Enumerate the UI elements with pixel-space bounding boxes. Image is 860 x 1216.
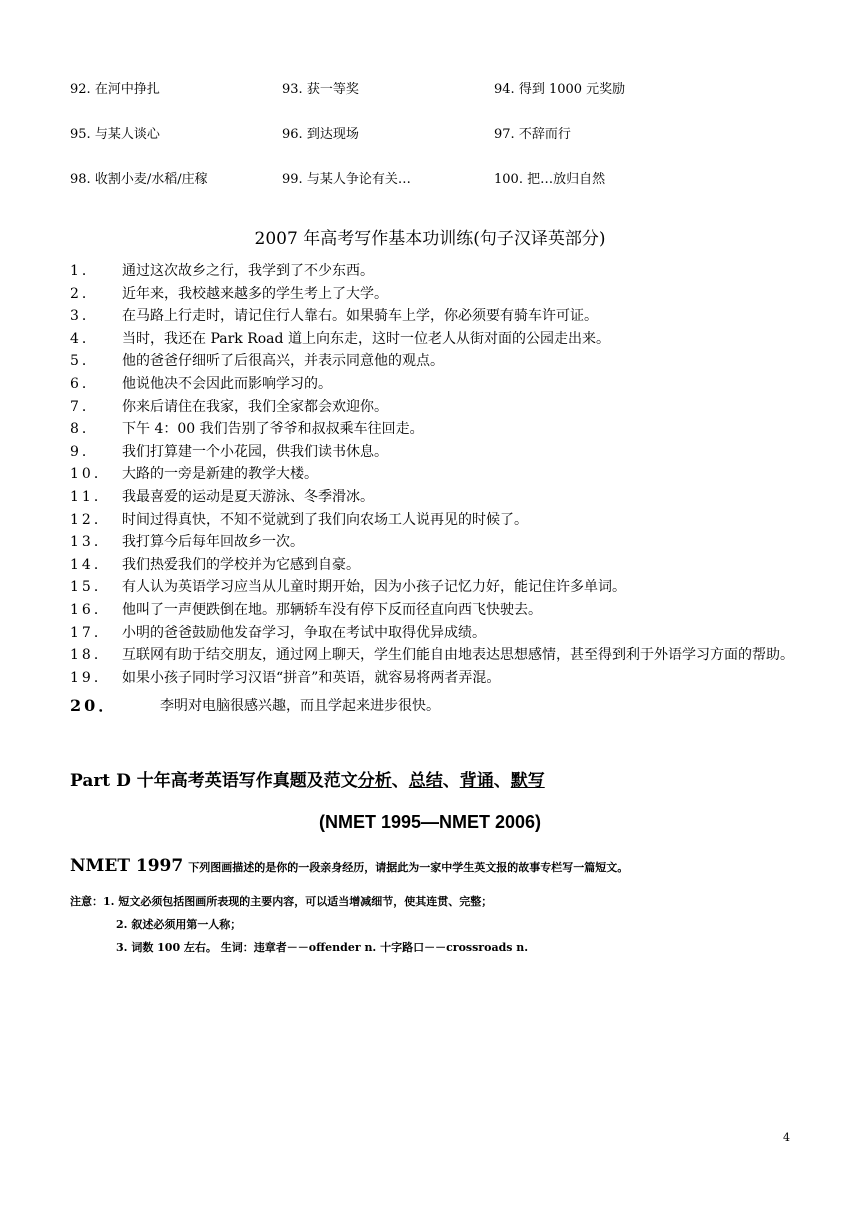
sentence-number: 17．	[70, 624, 111, 641]
sentence-item	[70, 509, 800, 532]
part-d-separator: 、	[442, 771, 460, 791]
part-d-separator: 、	[391, 771, 409, 791]
sentence-number: 2．	[70, 285, 99, 302]
sentence-item	[70, 396, 800, 419]
part-d-analyze: 分析	[357, 771, 392, 791]
sentence-text: 下午 4：00 我们告别了爷爷和叔叔乘车往回走。	[122, 421, 424, 438]
part-d-summarize: 总结	[408, 771, 443, 791]
phrase-item	[70, 123, 160, 142]
sentence-number: 19．	[70, 669, 111, 686]
sentence-item	[70, 667, 800, 690]
sentence-item	[70, 695, 800, 718]
sentence-item	[70, 328, 800, 351]
sentence-number: 15．	[70, 579, 111, 596]
sentence-number: 14．	[70, 556, 111, 573]
phrase-text: 把…放归自然	[527, 172, 606, 187]
nmet1997-tag: NMET 1997	[70, 856, 184, 876]
sentence-text: 他说他决不会因此而影响学习的。	[122, 375, 332, 392]
sentence-text: 我打算今后每年回故乡一次。	[122, 534, 304, 551]
phrase-number: 95.	[70, 127, 91, 142]
phrase-number: 100.	[494, 172, 523, 187]
phrase-item	[282, 78, 359, 97]
sentence-text: 在马路上行走时，请记住行人靠右。如果骑车上学，你必须要有骑车许可证。	[122, 308, 598, 325]
phrase-grid	[70, 78, 790, 213]
phrase-item	[70, 78, 160, 97]
sentence-item	[70, 599, 800, 622]
sentence-text: 小明的爸爸鼓励他发奋学习，争取在考试中取得优异成绩。	[122, 624, 486, 641]
phrase-item	[282, 168, 411, 187]
sentence-item	[70, 441, 800, 464]
sentence-item	[70, 576, 800, 599]
phrase-item	[494, 78, 625, 97]
phrase-number: 96.	[282, 127, 303, 142]
sentence-text: 如果小孩子同时学习汉语“拼音”和英语，就容易将两者弄混。	[122, 669, 501, 686]
phrase-item	[70, 168, 208, 187]
sentence-list	[70, 260, 800, 718]
sentence-text: 近年来，我校越来越多的学生考上了大学。	[122, 285, 388, 302]
phrase-number: 98.	[70, 172, 91, 187]
phrase-number: 99.	[282, 172, 303, 187]
note-line-2: 2. 叙述必须用第一人称；	[116, 918, 242, 931]
sentence-number: 9．	[70, 443, 99, 460]
sentence-text: 有人认为英语学习应当从儿童时期开始，因为小孩子记忆力好，能记住许多单词。	[122, 579, 626, 596]
sentence-number: 1．	[70, 263, 99, 279]
phrase-number: 92.	[70, 82, 91, 97]
sentence-number: 8．	[70, 421, 99, 438]
part-d-dictate: 默写	[510, 771, 545, 791]
phrase-item	[494, 123, 571, 142]
sentence-number: 5．	[70, 353, 99, 370]
phrase-text: 到达现场	[306, 127, 359, 142]
part-d-heading	[70, 766, 545, 791]
sentence-number: 18．	[70, 647, 111, 664]
phrase-item	[282, 123, 359, 142]
sentence-number: 11．	[70, 488, 111, 505]
phrase-text: 不辞而行	[518, 127, 571, 142]
notes-block	[70, 893, 528, 962]
sentence-number: 20．	[70, 696, 118, 716]
sentence-number: 12．	[70, 511, 111, 528]
sentence-item	[70, 463, 800, 486]
sentence-text: 时间过得真快，不知不觉就到了我们向农场工人说再见的时候了。	[122, 511, 528, 528]
note-line-1: 注意：1. 短文必须包括图画所表现的主要内容，可以适当增减细节，使其连贯、完整；	[70, 895, 493, 908]
part-d-separator: 、	[493, 771, 511, 791]
sentence-item	[70, 622, 800, 645]
sentence-item	[70, 283, 800, 306]
sentence-text: 你来后请住在我家，我们全家都会欢迎你。	[122, 398, 388, 415]
sentence-text: 我最喜爱的运动是夏天游泳、冬季滑冰。	[122, 488, 374, 505]
phrase-text: 得到 1000 元奖励	[518, 82, 626, 97]
sentence-item	[70, 260, 800, 283]
sentence-text: 互联网有助于结交朋友，通过网上聊天，学生们能自由地表达思想感情，甚至得到利于外语学习方面的帮助。	[122, 647, 794, 664]
sentence-number: 7．	[70, 398, 99, 415]
part-d-recite: 背诵	[459, 771, 494, 791]
sentence-text: 他叫了一声便跌倒在地。那辆轿车没有停下反而径直向西飞快驶去。	[122, 601, 542, 618]
page-number: 4	[783, 1131, 790, 1144]
phrase-text: 获一等奖	[306, 82, 359, 97]
phrase-row	[70, 78, 790, 123]
sentence-text: 通过这次故乡之行，我学到了不少东西。	[122, 263, 374, 279]
nmet1997-intro	[70, 856, 628, 876]
sentence-item	[70, 350, 800, 373]
sentence-text: 他的爸爸仔细听了后很高兴，并表示同意他的观点。	[122, 353, 444, 370]
sentence-item	[70, 418, 800, 441]
sentence-item	[70, 373, 800, 396]
phrase-number: 93.	[282, 82, 303, 97]
section-title: 2007 年高考写作基本功训练(句子汉译英部分)	[254, 229, 606, 249]
sentence-item	[70, 531, 800, 554]
sentence-text: 当时，我还在 Park Road 道上向东走，这时一位老人从街对面的公园走出来。	[122, 330, 610, 347]
sentence-item	[70, 644, 800, 667]
phrase-text: 与某人争论有关…	[306, 172, 411, 187]
note-line-3: 3. 词数 100 左右。 生词：违章者－－offender n. 十字路口－－crossroads n.	[116, 941, 529, 954]
sentence-text: 李明对电脑很感兴趣，而且学起来进步很快。	[160, 698, 440, 715]
nmet-range-heading: (NMET 1995—NMET 2006)	[318, 812, 542, 832]
sentence-item	[70, 554, 800, 577]
phrase-number: 94.	[494, 82, 515, 97]
sentence-number: 16．	[70, 601, 111, 618]
sentence-number: 4．	[70, 330, 99, 347]
sentence-number: 6．	[70, 375, 99, 392]
part-d-prefix: Part D 十年高考英语写作真题及范文	[70, 771, 358, 791]
phrase-text: 收割小麦/水稻/庄稼	[94, 172, 208, 187]
sentence-number: 13．	[70, 534, 111, 551]
phrase-text: 与某人谈心	[94, 127, 160, 142]
phrase-item	[494, 168, 605, 187]
phrase-text: 在河中挣扎	[94, 82, 160, 97]
sentence-item	[70, 486, 800, 509]
sentence-number: 10．	[70, 466, 111, 483]
sentence-text: 我们热爱我们的学校并为它感到自豪。	[122, 556, 360, 573]
nmet1997-description: 下列图画描述的是你的一段亲身经历，请据此为一家中学生英文报的故事专栏写一篇短文。	[188, 861, 629, 874]
sentence-text: 大路的一旁是新建的教学大楼。	[122, 466, 318, 483]
phrase-number: 97.	[494, 127, 515, 142]
sentence-item	[70, 305, 800, 328]
sentence-number: 3．	[70, 308, 99, 325]
sentence-text: 我们打算建一个小花园，供我们读书休息。	[122, 443, 388, 460]
phrase-row	[70, 123, 790, 168]
phrase-row	[70, 168, 790, 213]
